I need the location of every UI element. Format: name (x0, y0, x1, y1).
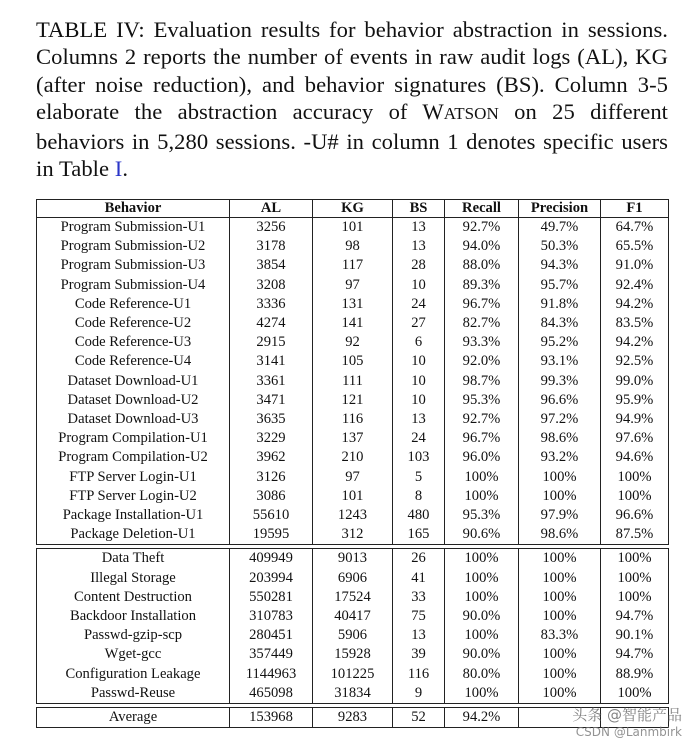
caption-text-part3: . (122, 156, 129, 182)
behavior-cell: Program Submission-U4 (37, 276, 230, 295)
value-cell: 9283 (313, 708, 393, 728)
value-cell: 83.5% (601, 314, 669, 333)
value-cell: 94.7% (601, 607, 669, 626)
value-cell: 98.6% (519, 525, 601, 545)
value-cell: 19595 (230, 525, 313, 545)
table-row (37, 256, 669, 275)
value-cell: 312 (313, 525, 393, 545)
value-cell: 480 (393, 506, 445, 525)
behavior-cell: Average (37, 708, 230, 728)
table-body (37, 218, 669, 728)
behavior-cell: Code Reference-U1 (37, 295, 230, 314)
value-cell: 96.0% (445, 448, 519, 467)
value-cell: 100% (601, 684, 669, 704)
header-row (37, 200, 669, 218)
value-cell: 55610 (230, 506, 313, 525)
value-cell: 89.3% (445, 276, 519, 295)
behavior-cell: Backdoor Installation (37, 607, 230, 626)
value-cell: 98 (313, 237, 393, 256)
value-cell: 3471 (230, 391, 313, 410)
table-row (37, 588, 669, 607)
value-cell: 100% (519, 549, 601, 569)
header-cell: Recall (445, 200, 519, 218)
system-name-rest: ATSON (443, 104, 499, 124)
value-cell: 165 (393, 525, 445, 545)
value-cell: 3336 (230, 295, 313, 314)
value-cell: 100% (445, 549, 519, 569)
header-cell: F1 (601, 200, 669, 218)
value-cell: 3962 (230, 448, 313, 467)
behavior-cell: FTP Server Login-U1 (37, 468, 230, 487)
value-cell: 64.7% (601, 218, 669, 238)
value-cell: 100% (519, 487, 601, 506)
value-cell: 99.0% (601, 372, 669, 391)
value-cell: 10 (393, 372, 445, 391)
caption-text-part2: on 25 different behaviors in 5,280 sessions. -U# in column 1 denotes specific users in Table (36, 99, 668, 182)
table-row (37, 549, 669, 569)
behavior-cell: Illegal Storage (37, 569, 230, 588)
table-row (37, 665, 669, 684)
value-cell: 6 (393, 333, 445, 352)
value-cell: 91.0% (601, 256, 669, 275)
value-cell: 95.3% (445, 391, 519, 410)
value-cell: 103 (393, 448, 445, 467)
value-cell: 87.5% (601, 525, 669, 545)
table-row (37, 391, 669, 410)
behavior-cell: Program Compilation-U1 (37, 429, 230, 448)
value-cell: 550281 (230, 588, 313, 607)
value-cell: 39 (393, 645, 445, 664)
table-row (37, 506, 669, 525)
value-cell: 33 (393, 588, 445, 607)
value-cell: 100% (445, 468, 519, 487)
table-row (37, 684, 669, 704)
value-cell: 3361 (230, 372, 313, 391)
table-row (37, 645, 669, 664)
table-row (37, 626, 669, 645)
behavior-cell: Data Theft (37, 549, 230, 569)
value-cell: 75 (393, 607, 445, 626)
value-cell: 409949 (230, 549, 313, 569)
table-row (37, 607, 669, 626)
value-cell: 10 (393, 276, 445, 295)
value-cell: 100% (519, 569, 601, 588)
value-cell: 97 (313, 468, 393, 487)
value-cell: 100% (601, 487, 669, 506)
value-cell: 310783 (230, 607, 313, 626)
value-cell: 90.1% (601, 626, 669, 645)
value-cell: 93.2% (519, 448, 601, 467)
value-cell: 3256 (230, 218, 313, 238)
value-cell: 94.2% (445, 708, 519, 728)
behavior-cell: Passwd-gzip-scp (37, 626, 230, 645)
value-cell: 28 (393, 256, 445, 275)
value-cell: 5 (393, 468, 445, 487)
table-row (37, 237, 669, 256)
value-cell: 94.9% (601, 410, 669, 429)
value-cell: 92.7% (445, 410, 519, 429)
value-cell: 97.9% (519, 506, 601, 525)
value-cell: 116 (393, 665, 445, 684)
value-cell: 100% (445, 569, 519, 588)
value-cell: 100% (445, 626, 519, 645)
value-cell: 15928 (313, 645, 393, 664)
value-cell: 465098 (230, 684, 313, 704)
value-cell: 105 (313, 352, 393, 371)
value-cell: 96.7% (445, 295, 519, 314)
value-cell: 3126 (230, 468, 313, 487)
value-cell: 13 (393, 218, 445, 238)
value-cell: 3229 (230, 429, 313, 448)
value-cell: 65.5% (601, 237, 669, 256)
table-row (37, 448, 669, 467)
value-cell: 100% (519, 684, 601, 704)
value-cell: 27 (393, 314, 445, 333)
header-cell: BS (393, 200, 445, 218)
value-cell: 357449 (230, 645, 313, 664)
value-cell: 3141 (230, 352, 313, 371)
value-cell: 100% (601, 549, 669, 569)
value-cell: 17524 (313, 588, 393, 607)
header-cell: Behavior (37, 200, 230, 218)
value-cell: 94.2% (601, 295, 669, 314)
value-cell: 153968 (230, 708, 313, 728)
results-table (36, 199, 669, 728)
table-row (37, 410, 669, 429)
value-cell: 101 (313, 218, 393, 238)
value-cell: 31834 (313, 684, 393, 704)
table-row (37, 525, 669, 545)
value-cell: 116 (313, 410, 393, 429)
behavior-cell: Content Destruction (37, 588, 230, 607)
table-row (37, 314, 669, 333)
value-cell: 6906 (313, 569, 393, 588)
value-cell: 49.7% (519, 218, 601, 238)
table-row (37, 295, 669, 314)
value-cell: 92.4% (601, 276, 669, 295)
behavior-cell: Configuration Leakage (37, 665, 230, 684)
value-cell: 100% (519, 645, 601, 664)
value-cell: 90.0% (445, 607, 519, 626)
header-cell: Precision (519, 200, 601, 218)
value-cell: 96.6% (601, 506, 669, 525)
value-cell: 24 (393, 295, 445, 314)
value-cell: 97.6% (601, 429, 669, 448)
value-cell: 99.3% (519, 372, 601, 391)
value-cell: 92.0% (445, 352, 519, 371)
value-cell: 101 (313, 487, 393, 506)
behavior-cell: Program Submission-U3 (37, 256, 230, 275)
value-cell: 13 (393, 410, 445, 429)
value-cell: 100% (519, 607, 601, 626)
value-cell: 203994 (230, 569, 313, 588)
value-cell: 80.0% (445, 665, 519, 684)
value-cell: 24 (393, 429, 445, 448)
table-caption (36, 16, 668, 182)
value-cell: 95.2% (519, 333, 601, 352)
table-reference-link[interactable]: I (114, 156, 123, 182)
value-cell: 100% (601, 468, 669, 487)
behavior-cell: Code Reference-U4 (37, 352, 230, 371)
value-cell: 96.6% (519, 391, 601, 410)
value-cell: 88.0% (445, 256, 519, 275)
table-row (37, 468, 669, 487)
value-cell: 101225 (313, 665, 393, 684)
behavior-cell: Passwd-Reuse (37, 684, 230, 704)
behavior-cell: Program Submission-U1 (37, 218, 230, 238)
value-cell: 3208 (230, 276, 313, 295)
behavior-cell: Program Compilation-U2 (37, 448, 230, 467)
value-cell: 93.3% (445, 333, 519, 352)
behavior-cell: Wget-gcc (37, 645, 230, 664)
value-cell: 94.3% (519, 256, 601, 275)
behavior-cell: Code Reference-U2 (37, 314, 230, 333)
value-cell: 94.0% (445, 237, 519, 256)
table-row (37, 372, 669, 391)
value-cell: 9 (393, 684, 445, 704)
header-cell: KG (313, 200, 393, 218)
value-cell: 95.7% (519, 276, 601, 295)
value-cell: 95.3% (445, 506, 519, 525)
value-cell: 82.7% (445, 314, 519, 333)
value-cell: 280451 (230, 626, 313, 645)
value-cell: 5906 (313, 626, 393, 645)
value-cell: 91.8% (519, 295, 601, 314)
value-cell: 100% (519, 665, 601, 684)
value-cell: 97.2% (519, 410, 601, 429)
behavior-cell: Package Deletion-U1 (37, 525, 230, 545)
behavior-cell: Dataset Download-U2 (37, 391, 230, 410)
value-cell: 3635 (230, 410, 313, 429)
watermark (572, 707, 682, 741)
value-cell: 1243 (313, 506, 393, 525)
value-cell: 100% (601, 569, 669, 588)
value-cell: 9013 (313, 549, 393, 569)
value-cell: 10 (393, 352, 445, 371)
value-cell: 97 (313, 276, 393, 295)
watermark-line2: CSDN @Lanmbirk (575, 725, 682, 739)
value-cell: 94.2% (601, 333, 669, 352)
value-cell: 41 (393, 569, 445, 588)
value-cell: 3086 (230, 487, 313, 506)
value-cell: 100% (601, 588, 669, 607)
table-row (37, 352, 669, 371)
value-cell: 83.3% (519, 626, 601, 645)
value-cell: 84.3% (519, 314, 601, 333)
value-cell: 52 (393, 708, 445, 728)
value-cell: 131 (313, 295, 393, 314)
value-cell: 98.6% (519, 429, 601, 448)
value-cell: 1144963 (230, 665, 313, 684)
value-cell: 111 (313, 372, 393, 391)
value-cell: 93.1% (519, 352, 601, 371)
system-name-initial: W (422, 99, 444, 125)
table-row (37, 429, 669, 448)
value-cell: 40417 (313, 607, 393, 626)
value-cell: 3854 (230, 256, 313, 275)
value-cell: 10 (393, 391, 445, 410)
value-cell: 4274 (230, 314, 313, 333)
behavior-cell: Package Installation-U1 (37, 506, 230, 525)
value-cell: 100% (445, 684, 519, 704)
behavior-cell: Program Submission-U2 (37, 237, 230, 256)
value-cell: 90.6% (445, 525, 519, 545)
value-cell: 98.7% (445, 372, 519, 391)
value-cell: 96.7% (445, 429, 519, 448)
behavior-cell: FTP Server Login-U2 (37, 487, 230, 506)
table-row (37, 218, 669, 238)
behavior-cell: Dataset Download-U1 (37, 372, 230, 391)
value-cell: 100% (445, 487, 519, 506)
value-cell: 121 (313, 391, 393, 410)
value-cell: 137 (313, 429, 393, 448)
value-cell: 100% (519, 468, 601, 487)
value-cell: 141 (313, 314, 393, 333)
value-cell: 94.7% (601, 645, 669, 664)
header-cell: AL (230, 200, 313, 218)
value-cell: 100% (519, 588, 601, 607)
value-cell: 92.7% (445, 218, 519, 238)
table-row (37, 333, 669, 352)
value-cell: 26 (393, 549, 445, 569)
value-cell: 94.6% (601, 448, 669, 467)
behavior-cell: Code Reference-U3 (37, 333, 230, 352)
value-cell: 8 (393, 487, 445, 506)
caption-text-part1: TABLE IV: Evaluation results for behavior abstraction in sessions. Columns 2 reports the number of events in raw audit logs (AL), KG (after noise reduction), and behavior signatures (BS). Column 3-5 elaborate the abstraction accuracy of (36, 17, 668, 125)
value-cell: 13 (393, 626, 445, 645)
behavior-cell: Dataset Download-U3 (37, 410, 230, 429)
value-cell: 210 (313, 448, 393, 467)
value-cell: 117 (313, 256, 393, 275)
value-cell: 3178 (230, 237, 313, 256)
value-cell: 2915 (230, 333, 313, 352)
value-cell: 100% (445, 588, 519, 607)
value-cell: 92 (313, 333, 393, 352)
value-cell: 13 (393, 237, 445, 256)
table-row (37, 569, 669, 588)
table-row (37, 276, 669, 295)
value-cell: 92.5% (601, 352, 669, 371)
value-cell: 50.3% (519, 237, 601, 256)
watermark-line1: 头条 @智能产品 (572, 706, 682, 724)
value-cell: 88.9% (601, 665, 669, 684)
value-cell: 95.9% (601, 391, 669, 410)
table-row (37, 487, 669, 506)
value-cell: 90.0% (445, 645, 519, 664)
